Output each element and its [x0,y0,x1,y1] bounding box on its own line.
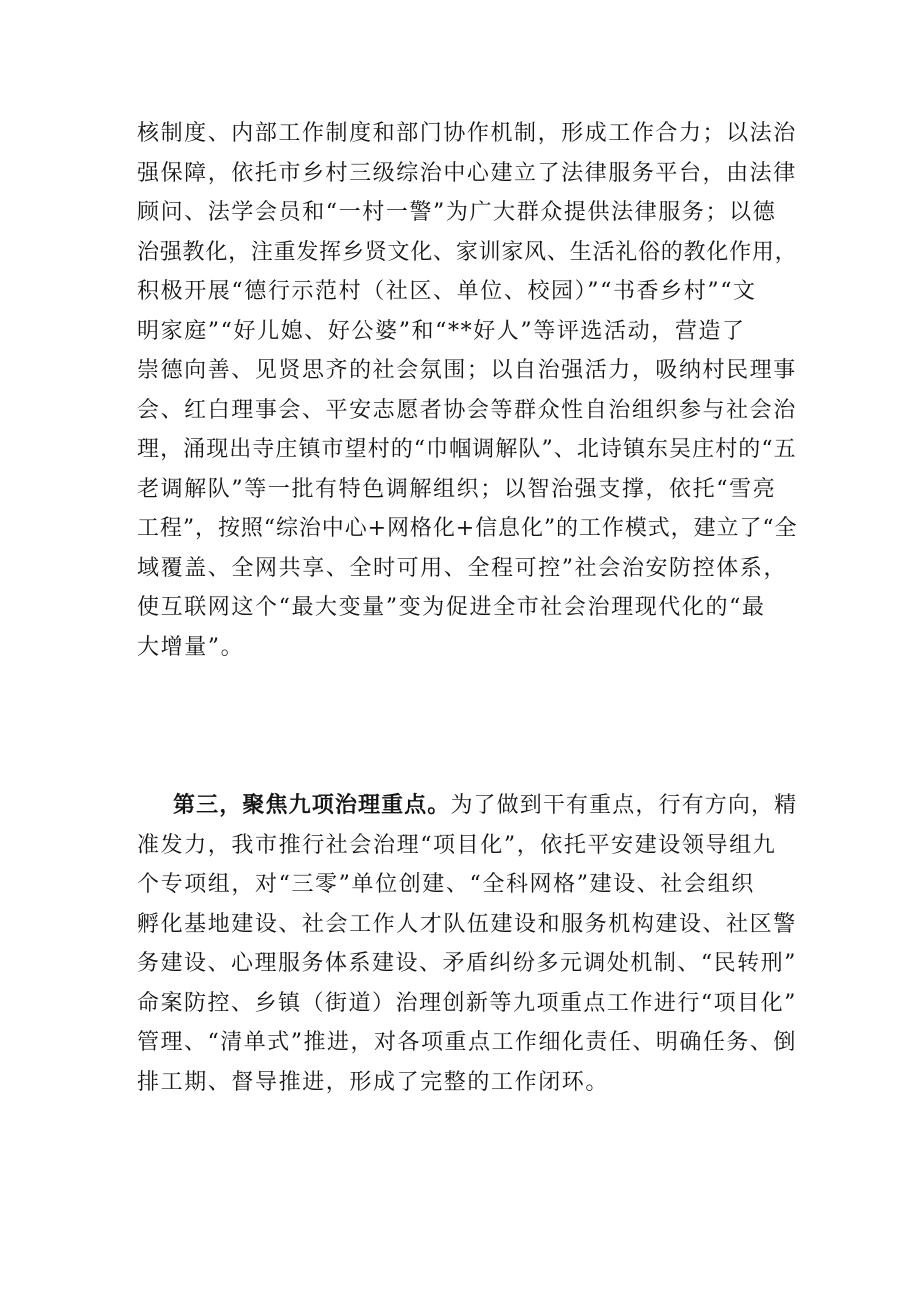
paragraph-line: 命案防控、乡镇（街道）治理创新等九项重点工作进行“项目化” [137,990,797,1016]
paragraph-line: 域覆盖、全网共享、全时可用、全程可控”社会治安防控体系， [137,555,788,581]
paragraph-line: 工程”，按照“综治中心+网格化+信息化”的工作模式，建立了“全 [137,516,798,541]
paragraph-line-rest: 为了做到干有重点，行有方向，精 [450,793,798,818]
paragraph-line: 老调解队”等一批有特色调解组织；以智治强支撑，依托“雪亮 [137,476,777,502]
paragraph-line: 排工期、督导推进，形成了完整的工作闭环。 [137,1069,610,1095]
paragraph-line: 治强教化，注重发挥乡贤文化、家训家风、生活礼俗的教化作用， [137,239,798,265]
paragraph-line: 个专项组，对“三零”单位创建、“全科网格”建设、社会组织 [137,872,755,897]
paragraph-line: 管理、“清单式”推进，对各项重点工作细化责任、明确任务、倒 [137,1030,797,1055]
paragraph-line: 准发力，我市推行社会治理“项目化”，依托平安建设领导组九 [137,832,777,858]
paragraph-first-line [137,786,797,826]
paragraph-line: 务建设、心理服务体系建设、矛盾纠纷多元调处机制、“民转刑” [137,951,797,976]
paragraph-line: 核制度、内部工作制度和部门协作机制，形成工作合力；以法治 [137,121,797,146]
paragraph-line: 顾问、法学会员和“一村一警”为广大群众提供法律服务；以德 [137,200,777,225]
paragraph-line: 积极开展“德行示范村（社区、单位、校园）”“书香乡村”“文 [137,279,757,304]
paragraph-governance-measures [137,114,797,667]
paragraph-line: 大增量”。 [137,634,245,660]
paragraph-line: 强保障，依托市乡村三级综治中心建立了法律服务平台，由法律 [137,160,797,186]
paragraph-line: 理，涌现出寺庄镇市望村的“巾帼调解队”、北诗镇东吴庄村的“五 [137,437,797,462]
paragraph-line: 崇德向善、见贤思齐的社会氛围；以自治强活力，吸纳村民理事 [137,358,797,383]
section-heading: 第三，聚焦九项治理重点。 [173,792,451,818]
paragraph-line: 孵化基地建设、社会工作人才队伍建设和服务机构建设、社区警 [137,911,797,937]
paragraph-nine-priorities [137,786,797,1102]
paragraph-line: 会、红白理事会、平安志愿者协会等群众性自治组织参与社会治 [137,397,797,423]
paragraph-line: 使互联网这个“最大变量”变为促进全市社会治理现代化的“最 [137,595,766,620]
paragraph-line: 明家庭”“好儿媳、好公婆”和“**好人”等评选活动，营造了 [137,318,746,344]
